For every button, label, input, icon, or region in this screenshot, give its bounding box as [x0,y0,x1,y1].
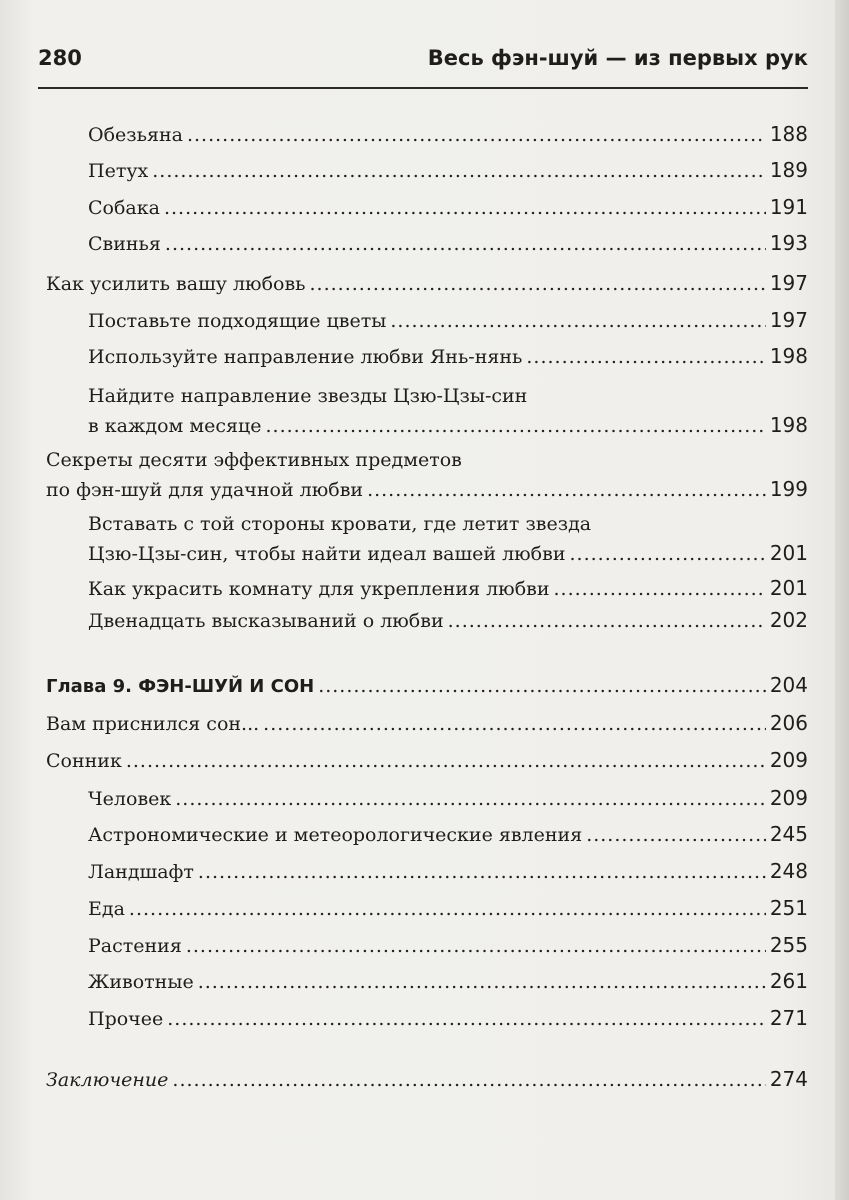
toc-entry-label: Собака [88,197,160,219]
toc-entry-label: Ландшафт [88,861,194,883]
toc-entry-label: Заключение [46,1069,169,1091]
toc-page-number: 198 [769,344,808,368]
toc-entry-label: Растения [88,935,182,957]
toc-entry-label-line1: Найдите направление звезды Цзю-Цзы-син [88,385,528,407]
toc-page-number: 202 [769,608,808,632]
toc-page-number: 189 [769,158,808,182]
toc-entry-label: Петух [88,160,149,182]
toc-entry-label: Как украсить комнату для укрепления любви [88,578,550,600]
toc-leader-dots [186,931,766,961]
toc-leader-dots [318,671,766,701]
toc-entry-label: Прочее [88,1008,164,1030]
toc-leader-dots [390,306,765,336]
toc-leader-dots [310,269,766,299]
toc-entry-label: Еда [88,898,125,920]
toc-page-number: 191 [769,195,808,219]
toc-page-number: 274 [769,1067,808,1091]
toc-leader-dots [198,857,766,887]
toc-leader-dots [367,475,766,505]
toc-page-number: 255 [769,933,808,957]
toc-leader-dots [172,1065,765,1095]
toc-entry-label-line1: Вставать с той стороны кровати, где летит звезда [88,513,592,535]
toc-page-number: 201 [769,541,808,565]
toc-entry-label: Сонник [46,750,122,772]
toc-entry-label: Животные [88,971,194,993]
toc-page-number: 204 [769,673,808,697]
toc-entry-label: Свинья [88,233,161,255]
toc-page-number: 251 [769,896,808,920]
toc-page-number: 188 [769,122,808,146]
toc-leader-dots [198,967,766,997]
toc-leader-dots [167,1004,766,1034]
toc-leader-dots [586,820,766,850]
toc-page-number: 197 [769,308,808,332]
toc-entry-label: по фэн-шуй для удачной любви [46,479,364,501]
toc-leader-dots [152,156,766,186]
toc-page-number: 245 [769,822,808,846]
page-edge-shadow [835,0,849,1200]
toc-leader-dots [175,784,766,814]
toc-page-number: 209 [769,786,808,810]
toc-entry-label-line1: Секреты десяти эффективных предметов [46,449,462,471]
toc-leader-dots [165,229,766,259]
toc-leader-dots [129,894,766,924]
toc-page-number: 248 [769,859,808,883]
toc-page-number: 261 [769,969,808,993]
page-number: 280 [38,46,82,70]
toc-page-number: 199 [769,477,808,501]
toc-entry-label: Человек [88,788,172,810]
toc-leader-dots [266,411,766,441]
toc-entry-label: Цзю-Цзы-син, чтобы найти идеал вашей любви [88,543,566,565]
toc-chapter-label: Глава 9. ФЭН-ШУЙ И СОН [46,676,315,697]
toc-page-number: 206 [769,711,808,735]
toc-leader-dots [448,606,766,636]
toc-page-number: 198 [769,413,808,437]
toc-entry-label: Используйте направление любви Янь-нянь [88,346,523,368]
toc-leader-dots [164,193,766,223]
toc-entry-label: Вам приснился сон... [46,713,260,735]
toc-page-number: 271 [769,1006,808,1030]
toc-leader-dots [126,746,766,776]
toc-entry-label: Как усилить вашу любовь [46,273,306,295]
running-title: Весь фэн-шуй — из первых рук [427,46,808,70]
toc-entry-label: в каждом месяце [88,415,262,437]
toc-page-number: 197 [769,271,808,295]
toc-page-number: 201 [769,576,808,600]
toc-leader-dots [526,342,765,372]
header-rule [38,87,808,89]
page-header [38,40,808,84]
toc-leader-dots [554,574,766,604]
toc-page-number: 209 [769,748,808,772]
toc-page-number: 193 [769,231,808,255]
toc-leader-dots [187,120,766,150]
toc-entry-label: Обезьяна [88,124,183,146]
toc-entry-label: Двенадцать высказываний о любви [88,610,444,632]
toc-leader-dots [263,709,766,739]
toc-entry-label: Астрономические и метеорологические явления [88,824,583,846]
toc-entry-label: Поставьте подходящие цветы [88,310,387,332]
toc-leader-dots [570,539,766,569]
